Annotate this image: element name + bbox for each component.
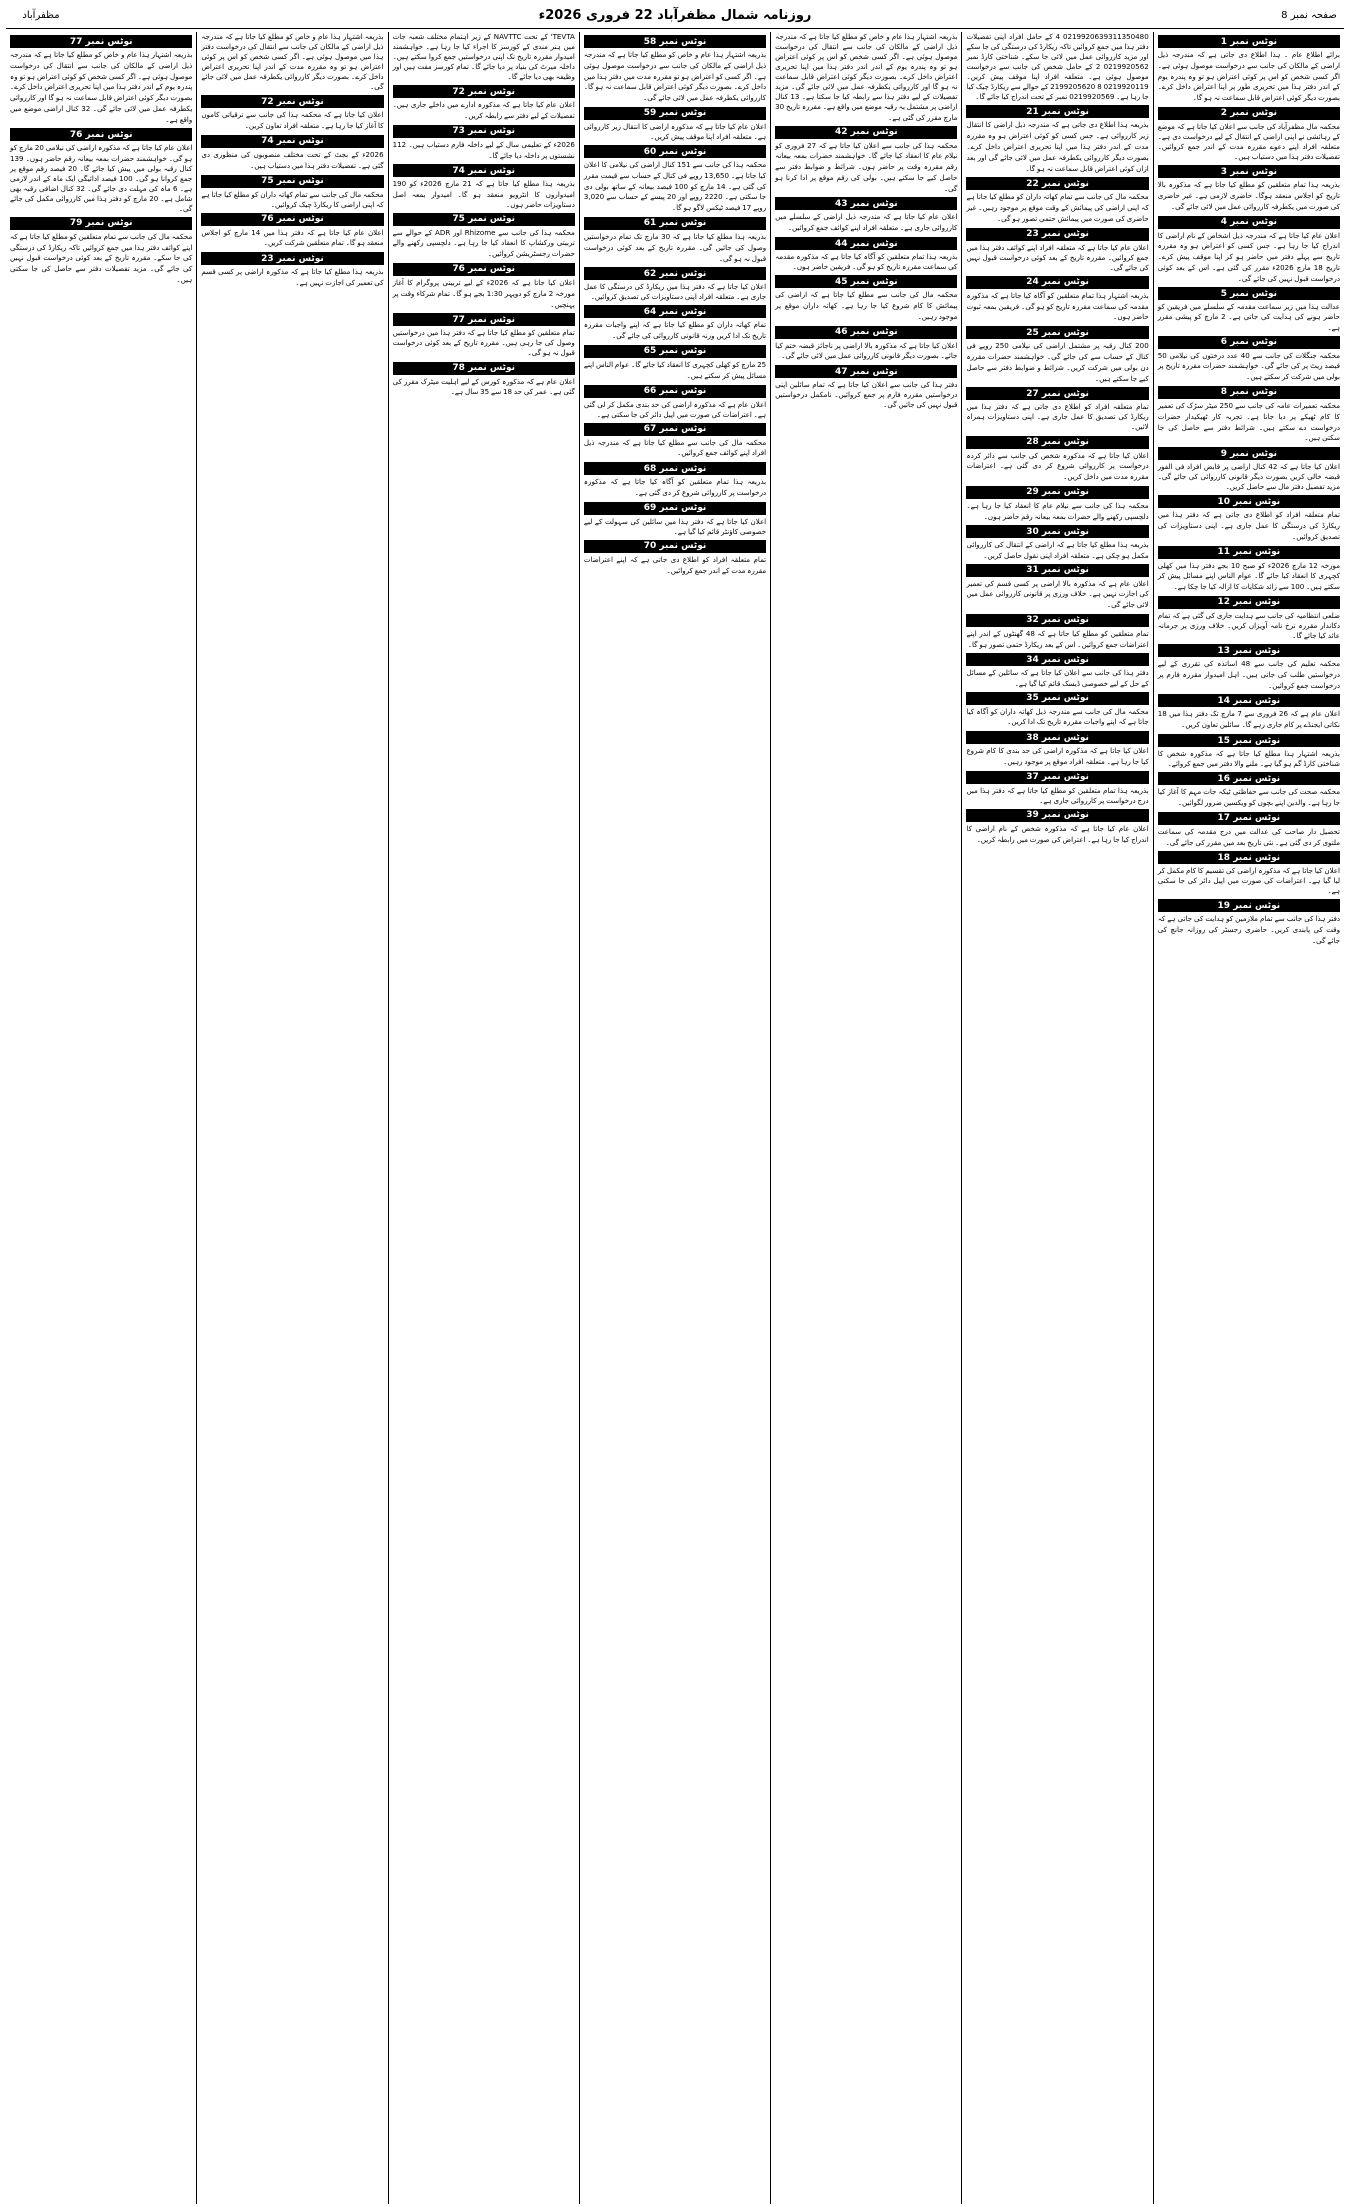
notice-body-text: اعلان عام کیا جاتا ہے کہ مذکورہ شخص کے نام اراضی کا اندراج کیا جا رہا ہے۔ اعتراض کی صورت میں رابطہ کریں۔ [966,823,1149,844]
notice-body-text: بذریعہ اشتہار ہذا عام و خاص کو مطلع کیا جاتا ہے کہ مندرجہ ذیل اراضی کے مالکان کی جانب سے انتقال کی درخواست موصول ہوئی ہے۔ اگر کسی شخص کو کوئی اعتراض ہو تو وہ پندرہ یوم کے اندر دفتر ہذا میں اپنا تحریری اعتراض داخل کرے۔ بصورت دیگر کوئی اعتراض قابل سماعت نہ ہو گا اور کارروائی یکطرفہ عمل میں لائی جائے گی۔ 32 کنال اراضی موضع میں واقع ہے۔ [10,50,193,124]
notice-body-text: اعلان عام کیا جاتا ہے کہ متعلقہ افراد اپنے کوائف دفتر ہذا میں جمع کروائیں۔ مقررہ تاریخ کے بعد کوئی درخواست قبول نہیں کی جائے گی۔ [966,242,1149,272]
notice-heading: نوٹس نمبر 74 [393,164,575,177]
notice-heading: نوٹس نمبر 42 [775,126,957,139]
notice-heading: نوٹس نمبر 45 [775,275,957,288]
notice-body-text: محکمہ تعلیم کی جانب سے 48 اساتذہ کی تقرری کے لیے درخواستیں طلب کی جاتی ہیں۔ اہل امیدوار مقررہ فارم پر درخواست جمع کروائیں۔ [1157,659,1340,690]
notice-heading: نوٹس نمبر 24 [966,276,1148,289]
notice-body-text: تمام متعلقین کو مطلع کیا جاتا ہے کہ دفتر ہذا میں درخواستیں وصول کی جا رہی ہیں۔ مقررہ تاریخ کے بعد کوئی درخواست قبول نہ ہو گی۔ [392,328,575,358]
notice-heading: نوٹس نمبر 3 [1158,165,1340,178]
notice-body-text: محکمہ صحت کی جانب سے حفاظتی ٹیکہ جات مہم کا آغاز کیا جا رہا ہے۔ والدین اپنے بچوں کو ویکسین ضرور لگوائیں۔ [1157,787,1340,807]
newspaper-column [196,32,387,2204]
notice-heading: نوٹس نمبر 5 [1158,287,1340,300]
notice-body-text: اعلان کیا جاتا ہے کہ مذکورہ بالا اراضی پر ناجائز قبضہ ختم کیا جائے۔ بصورت دیگر قانونی کارروائی عمل میں لائی جائے گی۔ [775,340,958,361]
notice-heading: نوٹس نمبر 79 [10,217,192,230]
notice-body-text: اعلان عام کیا جاتا ہے کہ مندرجہ ذیل اشخاص کے نام اراضی کا اندراج کیا جا رہا ہے۔ جس کسی کو اعتراض ہو وہ مقررہ تاریخ سے پہلے دفتر میں حاضر ہو کر اپنا موقف پیش کرے۔ تاریخ 18 مارچ 2026ء مقرر کی گئی ہے۔ اس کے بعد کوئی درخواست قبول نہیں کی جائے گی۔ [1157,230,1340,283]
notice-body-text: اعلان عام ہے کہ 26 فروری سے 7 مارچ تک دفتر ہذا میں 18 نکاتی ایجنڈے پر کام جاری رہے گا۔ سائلین تعاون کریں۔ [1157,709,1341,730]
notice-heading: نوٹس نمبر 27 [966,387,1148,400]
notice-body-text: 2026ء کے بجٹ کے تحت مختلف منصوبوں کی منظوری دی گئی ہے۔ تفصیلات دفتر ہذا میں دستیاب ہیں۔ [201,149,384,170]
notice-body-text: محکمہ ہذا کی جانب سے Rhizome اور ADR کے حوالے سے تربیتی ورکشاپ کا انعقاد کیا جا رہا ہے۔ دلچسپی رکھنے والے حضرات رجسٹریشن کروائیں۔ [392,227,575,259]
masthead-title: روزنامہ شمال مظفرآباد 22 فروری 2026ء [538,7,812,23]
notice-heading: نوٹس نمبر 66 [584,385,766,398]
notice-heading: نوٹس نمبر 69 [584,502,766,515]
notice-body-text: ضلعی انتظامیہ کی جانب سے ہدایت جاری کی گئی ہے کہ تمام دکاندار مقررہ نرخ نامہ آویزاں کریں۔ خلاف ورزی پر جرمانہ عائد کیا جائے گا۔ [1157,610,1340,641]
notice-body-text: بذریعہ ہذا مطلع کیا جاتا ہے کہ اراضی کے انتقال کی کارروائی مکمل ہو چکی ہے۔ متعلقہ افراد اپنی نقول حاصل کریں۔ [966,540,1149,560]
notice-body-text: محکمہ ہذا کی جانب سے نیلام عام کا انعقاد کیا جا رہا ہے۔ دلچسپی رکھنے والے حضرات بمعہ بیعانہ رقم حاضر ہوں۔ [966,500,1149,521]
notice-body-text: بذریعہ ہذا تمام متعلقین کو آگاہ کیا جاتا ہے کہ مذکورہ مقدمہ کی سماعت مقررہ تاریخ کو ہو گی۔ فریقین حاضر ہوں۔ [775,252,958,272]
notice-body-text: محکمہ تعمیرات عامہ کی جانب سے 250 میٹر سڑک کی تعمیر کا کام ٹھیکے پر دیا جانا ہے۔ تجربہ کار ٹھیکیدار حضرات درخواست دے سکتے ہیں۔ شرائط دفتر سے حاصل کی جا سکتی ہیں۔ [1157,400,1340,443]
notice-heading: نوٹس نمبر 72 [393,85,575,98]
notice-body-text: اعلان عام کیا جاتا ہے کہ مذکورہ اراضی کی نیلامی 20 مارچ کو ہو گی۔ خواہشمند حضرات بمعہ بیعانہ رقم حاضر ہوں۔ 139 کنال رقبہ بولی میں پیش کیا جائے گا۔ 20 فیصد رقم موقع پر جمع کروانا ہو گی۔ 100 فیصد ادائیگی ایک ماہ کے اندر لازمی ہے۔ 6 ماہ کی مہلت دی جائے گی۔ 32 کنال اضافی رقبہ بھی شامل ہے۔ 20 مارچ کو دفتر ہذا میں کارروائی مکمل کی جائے گی۔ [10,143,193,213]
notice-heading: نوٹس نمبر 47 [775,365,957,378]
notice-heading: نوٹس نمبر 23 [966,228,1148,241]
newspaper-column [6,32,196,2204]
notice-body-text: تحصیل دار صاحب کی عدالت میں درج مقدمہ کی سماعت ملتوی کر دی گئی ہے۔ نئی تاریخ بعد میں مقرر کی جائے گی۔ [1157,826,1340,847]
notice-body-text: اعلان عام کیا جاتا ہے کہ مذکورہ اراضی کا انتقال زیر کارروائی ہے۔ متعلقہ افراد اپنا موقف پیش کریں۔ [583,121,767,141]
notice-body-text: دفتر ہذا کی جانب سے تمام ملازمین کو ہدایت کی جاتی ہے کہ وقت کی پابندی کریں۔ حاضری رجسٹر کی روزانہ جانچ کی جائے گی۔ [1157,914,1340,946]
notice-heading: نوٹس نمبر 44 [775,237,957,250]
notice-body-text: محکمہ ہذا کی جانب سے 151 کنال اراضی کی نیلامی کا اعلان کیا جاتا ہے۔ 13,650 روپے فی کنال کے حساب سے قیمت مقرر کی گئی ہے۔ 14 مارچ کو 100 فیصد بیعانہ کے ساتھ بولی دی جا سکتی ہے۔ 2220 روپے اور 20 پیسے کے حساب سے 3,020 روپے 17 فیصد ٹیکس لاگو ہو گا۔ [583,160,767,213]
notice-body-text: بذریعہ ہذا اطلاع دی جاتی ہے کہ مندرجہ ذیل اراضی کا انتقال زیر کارروائی ہے۔ جس کسی کو کوئی اعتراض ہو وہ مقررہ مدت کے اندر دفتر ہذا میں اپنا تحریری اعتراض داخل کرے۔ بصورت دیگر کارروائی یکطرفہ عمل میں لائی جائے گی اور بعد ازاں کوئی اعتراض قابل سماعت نہ ہو گا۔ [966,120,1149,173]
notice-heading: نوٹس نمبر 8 [1158,386,1340,399]
notice-heading: نوٹس نمبر 60 [584,145,766,158]
notice-body-text: اعلان عام کیا جاتا ہے کہ دفتر ہذا میں 14 مارچ کو اجلاس منعقد ہو گا۔ تمام متعلقین شرکت کریں۔ [201,227,384,248]
notice-body-text: اعلان کیا جاتا ہے کہ 42 کنال اراضی پر قابض افراد فی الفور قبضہ خالی کریں بصورت دیگر قانونی کارروائی کی جائے گی۔ مزید تفصیل دفتر مال سے حاصل کریں۔ [1157,462,1340,492]
notice-heading: نوٹس نمبر 2 [1158,107,1340,120]
notice-heading: نوٹس نمبر 4 [1158,216,1340,229]
notice-body-text: اعلان کیا جاتا ہے کہ مذکورہ شخص کی جانب سے دائر کردہ درخواست پر کارروائی شروع کر دی گئی ہے۔ اعتراضات مقررہ مدت میں داخل کریں۔ [966,450,1149,482]
notice-heading: نوٹس نمبر 76 [393,263,575,276]
notice-heading: نوٹس نمبر 76 [201,213,383,226]
notice-body-text: تمام متعلقہ افراد کو اطلاع دی جاتی ہے کہ دفتر ہذا میں ریکارڈ کی درستگی کا عمل جاری ہے۔ اپنی دستاویزات کی تصدیق کروائیں۔ [1157,510,1340,541]
notice-heading: نوٹس نمبر 76 [10,128,192,141]
masthead-page-number: صفحہ نمبر 8 [1281,9,1337,21]
notice-body-text: اعلان کیا جاتا ہے کہ مذکورہ اراضی کی تقسیم کا کام مکمل کر لیا گیا ہے۔ اعتراضات کی صورت میں اپیل دائر کی جا سکتی ہے۔ [1157,866,1340,896]
notice-heading: نوٹس نمبر 70 [584,540,766,553]
notice-heading: نوٹس نمبر 78 [393,362,575,375]
masthead [6,4,1344,29]
notice-body-text: اعلان کیا جاتا ہے کہ مذکورہ اراضی کی حد بندی کا کام شروع کیا جا رہا ہے۔ متعلقہ افراد موقع پر موجود رہیں۔ [966,746,1149,766]
notice-body-text: 0219920639311350480 4 کے حامل افراد اپنی تفصیلات دفتر ہذا میں جمع کروائیں تاکہ ریکارڈ کی درستگی کی جا سکے اور مزید کارروائی عمل میں لائی جا سکے۔ شناختی کارڈ نمبر 0219920562 2 کے حامل شخص کی جانب سے درخواست موصول ہوئی ہے۔ متعلقہ افراد اپنا موقف پیش کریں۔ 0219920119 8 2199205620 کے حوالے سے ریکارڈ چیک کیا جا رہا ہے۔ 0219920569 نمبر کے تحت اندراج کیا جائے گا۔ [966,32,1149,102]
notice-heading: نوٹس نمبر 9 [1158,447,1340,460]
notice-heading: نوٹس نمبر 68 [584,462,766,475]
notice-heading: نوٹس نمبر 13 [1158,644,1340,657]
notice-body-text: بذریعہ ہذا مطلع کیا جاتا ہے کہ 30 مارچ تک تمام درخواستیں وصول کی جائیں گی۔ مقررہ تاریخ کے بعد کوئی درخواست قبول نہ ہو گی۔ [583,231,767,263]
masthead-edition: مظفرآباد [22,9,60,21]
notice-body-text: محکمہ مال کی جانب سے تمام کھاتہ داران کو مطلع کیا جاتا ہے کہ اپنی اراضی کا ریکارڈ چیک کروائیں۔ [201,189,384,209]
notice-body-text: اعلان کیا جاتا ہے کہ دفتر ہذا میں ریکارڈ کی درستگی کا عمل جاری ہے۔ متعلقہ افراد اپنی دستاویزات کی تصدیق کروائیں۔ [583,282,767,302]
notice-body-text: بذریعہ اشتہار ہذا عام و خاص کو مطلع کیا جاتا ہے کہ مندرجہ ذیل اراضی کے مالکان کی جانب سے درخواست موصول ہوئی ہے۔ اگر کسی کو اعتراض ہو تو مقررہ مدت میں دفتر ہذا میں داخل کرے۔ بصورت دیگر کوئی اعتراض قابل سماعت نہ ہو گا۔ کارروائی یکطرفہ عمل میں لائی جائے گی۔ [583,50,767,103]
notice-body-text: اعلان عام کیا جاتا ہے کہ مندرجہ ذیل اراضی کے سلسلے میں کارروائی جاری ہے۔ متعلقہ افراد اپنے کوائف جمع کروائیں۔ [775,212,958,233]
notice-heading: نوٹس نمبر 65 [584,345,766,358]
notice-body-text: 2026ء کے تعلیمی سال کے لیے داخلہ فارم دستیاب ہیں۔ 112 نشستوں پر داخلہ دیا جائے گا۔ [392,139,575,160]
notice-heading: نوٹس نمبر 23 [201,252,383,265]
column-container [6,32,1344,2204]
notice-body-text: بذریعہ ہذا تمام متعلقین کو مطلع کیا جاتا ہے کہ دفتر ہذا میں درج درخواست پر کارروائی جاری ہے۔ [966,785,1149,805]
notice-heading: نوٹس نمبر 21 [966,105,1148,118]
notice-body-text: محکمہ مال مظفرآباد کی جانب سے اعلان کیا جاتا ہے کہ موضع کے رہائشی نے اپنی اراضی کے انتقال کے لیے درخواست دی ہے۔ متعلقہ افراد اپنے دعوے مقررہ مدت کے اندر جمع کروائیں۔ تفصیلات دفتر ہذا میں دستیاب ہیں۔ [1157,121,1340,162]
notice-body-text: اعلان کیا جاتا ہے کہ 2026ء کے لیے تربیتی پروگرام کا آغاز مورخہ 2 مارچ کو دوپہر 1:30 بجے ہو گا۔ تمام شرکاء وقت پر پہنچیں۔ [392,277,575,309]
notice-heading: نوٹس نمبر 62 [584,267,766,280]
notice-heading: نوٹس نمبر 43 [775,197,957,210]
notice-heading: نوٹس نمبر 37 [966,771,1148,784]
notice-body-text: دفتر ہذا کی جانب سے اعلان کیا جاتا ہے کہ تمام سائلین اپنی درخواستیں مقررہ فارم پر جمع کروائیں۔ نامکمل درخواستیں قبول نہیں کی جائیں گی۔ [775,380,958,410]
notice-heading: نوٹس نمبر 58 [584,35,766,48]
notice-body-text: بذریعہ ہذا مطلع کیا جاتا ہے کہ مذکورہ اراضی پر کسی قسم کی تعمیر کی اجازت نہیں ہے۔ [201,267,384,287]
notice-heading: نوٹس نمبر 59 [584,107,766,120]
notice-body-text: محکمہ مال کی جانب سے مطلع کیا جاتا ہے کہ مندرجہ ذیل افراد اپنے کوائف جمع کروائیں۔ [583,437,767,458]
notice-body-text: بذریعہ اشتہار ہذا تمام متعلقین کو آگاہ کیا جاتا ہے کہ مذکورہ مقدمہ کی سماعت مقررہ تاریخ کو ہو گی۔ فریقین بمعہ ثبوت حاضر ہوں۔ [966,290,1149,322]
notice-body-text: بذریعہ اشتہار ہذا عام و خاص کو مطلع کیا جاتا ہے کہ مندرجہ ذیل اراضی کے مالکان کی جانب سے انتقال کی درخواست دفتر ہذا میں موصول ہوئی ہے۔ اگر کسی شخص کو اس پر کوئی اعتراض ہو تو وہ مقررہ مدت کے اندر اپنا تحریری اعتراض داخل کرے۔ بصورت دیگر کارروائی یکطرفہ عمل میں لائی جائے گی۔ [201,32,384,92]
notice-body-text: بذریعہ ہذا مطلع کیا جاتا ہے کہ 21 مارچ 2026ء کو 190 امیدواروں کا انٹرویو منعقد ہو گا۔ امیدوار بمعہ اصل دستاویزات حاضر ہوں۔ [392,179,575,209]
notice-heading: نوٹس نمبر 12 [1158,596,1340,609]
notice-heading: نوٹس نمبر 72 [201,95,383,108]
notice-heading: نوٹس نمبر 34 [966,653,1148,666]
notice-body-text: محکمہ مال کی جانب سے مندرجہ ذیل کھاتہ داران کو آگاہ کیا جاتا ہے کہ اپنے واجبات مقررہ تاریخ تک ادا کریں۔ [966,706,1149,727]
notice-body-text: تمام متعلقہ افراد کو اطلاع دی جاتی ہے کہ اپنے اعتراضات مقررہ مدت کے اندر جمع کروائیں۔ [583,554,767,575]
notice-heading: نوٹس نمبر 77 [393,313,575,326]
notice-body-text: محکمہ جنگلات کی جانب سے 40 عدد درختوں کی نیلامی 50 فیصد ریٹ پر کی جائے گی۔ خواہشمند حضرات مقررہ تاریخ پر بولی میں شرکت کر سکتے ہیں۔ [1157,350,1340,382]
notice-body-text: محکمہ مال کی جانب سے تمام کھاتہ داران کو مطلع کیا جاتا ہے کہ اپنی اراضی کی پیمائش کے وقت موقع پر موجود رہیں۔ غیر حاضری کی صورت میں پیمائش حتمی تصور ہو گی۔ [966,192,1149,223]
notice-body-text: محکمہ مال کی جانب سے تمام متعلقین کو مطلع کیا جاتا ہے کہ اپنے کوائف دفتر ہذا میں جمع کروائیں تاکہ ریکارڈ کی درستگی کی جا سکے۔ مقررہ تاریخ کے بعد کوئی درخواست قبول نہیں کی جائے گی۔ مزید تفصیلات دفتر سے حاصل کی جا سکتی ہیں۔ [10,231,193,285]
notice-heading: نوٹس نمبر 16 [1158,772,1340,785]
notice-heading: نوٹس نمبر 30 [966,525,1148,538]
notice-heading: نوٹس نمبر 28 [966,436,1148,449]
newspaper-column [770,32,961,2204]
notice-body-text: اعلان عام ہے کہ مذکورہ اراضی کی حد بندی مکمل کر لی گئی ہے۔ اعتراضات کی صورت میں اپیل دائر کی جا سکتی ہے۔ [583,399,767,419]
notice-body-text: TEVTA' کے تحت NAVTTC کے زیر اہتمام مختلف شعبہ جات میں ہنر مندی کے کورسز کا اجراء کیا جا رہا ہے۔ خواہشمند امیدوار مقررہ تاریخ تک اپنی درخواستیں جمع کروا سکتے ہیں۔ داخلہ میرٹ کی بنیاد پر دیا جائے گا۔ تمام کورسز مفت ہیں اور وظیفہ بھی دیا جائے گا۔ [392,32,575,82]
notice-body-text: اعلان عام ہے کہ مذکورہ بالا اراضی پر کسی قسم کی تعمیر کی اجازت نہیں ہے۔ خلاف ورزی پر قانونی کارروائی عمل میں لائی جائے گی۔ [966,578,1149,610]
notice-heading: نوٹس نمبر 67 [584,423,766,436]
notice-heading: نوٹس نمبر 31 [966,564,1148,577]
newspaper-column [961,32,1152,2204]
notice-heading: نوٹس نمبر 19 [1158,899,1340,912]
notice-body-text: بذریعہ اشتہار ہذا عام و خاص کو مطلع کیا جاتا ہے کہ مندرجہ ذیل اراضی کے مالکان کی جانب سے انتقال کی درخواست موصول ہوئی ہے۔ اگر کسی شخص کو اس پر کوئی اعتراض ہو تو وہ پندرہ یوم کے اندر اندر دفتر ہذا میں اپنا تحریری اعتراض داخل کرے۔ بصورت دیگر کوئی اعتراض قابل سماعت نہ ہو گا اور کارروائی یکطرفہ عمل میں لائی جائے گی۔ مزید تفصیلات کے لیے دفتر ہذا سے رابطہ کیا جا سکتا ہے۔ 13 کنال اراضی پر مشتمل یہ رقبہ موضع میں واقع ہے۔ مقررہ تاریخ 30 مارچ مقرر کی گئی ہے۔ [775,32,958,122]
notice-heading: نوٹس نمبر 61 [584,217,766,230]
notice-body-text: بذریعہ ہذا تمام متعلقین کو مطلع کیا جاتا ہے کہ مذکورہ بالا تاریخ کو اجلاس منعقد ہوگا۔ حاضری لازمی ہے۔ غیر حاضری کی صورت میں یکطرفہ کارروائی عمل میں لائی جائے گی۔ [1157,180,1340,211]
notice-heading: نوٹس نمبر 77 [10,35,192,48]
notice-heading: نوٹس نمبر 25 [966,326,1148,339]
notice-heading: نوٹس نمبر 17 [1158,812,1340,825]
notice-heading: نوٹس نمبر 39 [966,809,1148,822]
notice-body-text: 25 مارچ کو کھلی کچہری کا انعقاد کیا جائے گا۔ عوام الناس اپنے مسائل پیش کر سکتے ہیں۔ [583,359,767,380]
notice-body-text: تمام متعلقہ افراد کو اطلاع دی جاتی ہے کہ دفتر ہذا میں ریکارڈ کی تصدیق کا عمل جاری ہے۔ اپنی دستاویزات ہمراہ لائیں۔ [966,402,1149,432]
notice-heading: نوٹس نمبر 15 [1158,734,1340,747]
notice-heading: نوٹس نمبر 1 [1158,35,1340,48]
notice-heading: نوٹس نمبر 22 [966,177,1148,190]
notice-heading: نوٹس نمبر 75 [393,213,575,226]
newspaper-column [1153,32,1344,2204]
notice-body-text: عدالت ہذا میں زیر سماعت مقدمہ کے سلسلے میں فریقین کو حاضر ہونے کی ہدایت کی جاتی ہے۔ 2 مارچ کو پیشی مقرر ہے۔ [1157,302,1340,332]
notice-heading: نوٹس نمبر 46 [775,326,957,339]
notice-heading: نوٹس نمبر 35 [966,692,1148,705]
newspaper-column [579,32,770,2204]
notice-body-text: بذریعہ اشتہار ہذا مطلع کیا جاتا ہے کہ مذکورہ شخص کا شناختی کارڈ گم ہو گیا ہے۔ ملنے والا دفتر میں جمع کروائے۔ [1157,749,1340,769]
notice-heading: نوٹس نمبر 18 [1158,851,1340,864]
notice-body-text: 200 کنال رقبہ پر مشتمل اراضی کی نیلامی 250 روپے فی کنال کے حساب سے کی جائے گی۔ خواہشمند حضرات مقررہ دن بولی میں شرکت کریں۔ شرائط و ضوابط دفتر سے حاصل کیے جا سکتے ہیں۔ [966,341,1149,383]
notice-heading: نوٹس نمبر 75 [201,175,383,188]
notice-body-text: تمام متعلقین کو مطلع کیا جاتا ہے کہ 48 گھنٹوں کے اندر اپنے اعتراضات جمع کروائیں۔ اس کے بعد ریکارڈ حتمی تصور ہو گا۔ [966,628,1149,649]
notice-body-text: محکمہ ہذا کی جانب سے اعلان کیا جاتا ہے کہ 27 فروری کو نیلام عام کا انعقاد کیا جائے گا۔ خواہشمند حضرات بمعہ بیعانہ رقم مقررہ وقت پر حاضر ہوں۔ شرائط و ضوابط دفتر سے حاصل کیے جا سکتے ہیں۔ بولی کی رقم موقع پر ادا کرنا ہو گی۔ [775,140,958,193]
notice-heading: نوٹس نمبر 11 [1158,546,1340,559]
notice-body-text: اعلان عام ہے کہ مذکورہ کورس کے لیے اہلیت میٹرک مقرر کی گئی ہے۔ عمر کی حد 18 سے 35 سال ہے۔ [392,376,575,397]
notice-body-text: بذریعہ ہذا تمام متعلقین کو آگاہ کیا جاتا ہے کہ مذکورہ درخواست پر کارروائی شروع کر دی گئی ہے۔ [583,477,767,497]
notice-body-text: اعلان کیا جاتا ہے کہ محکمہ ہذا کی جانب سے ترقیاتی کاموں کا آغاز کیا جا رہا ہے۔ متعلقہ افراد تعاون کریں۔ [201,110,384,131]
notice-heading: نوٹس نمبر 32 [966,614,1148,627]
notice-body-text: برائے اطلاع عام ۔ ہذا اطلاع دی جاتی ہے کہ مندرجہ ذیل اراضی کے مالکان کی جانب سے درخواست موصول ہوئی ہے۔ اگر کسی شخص کو اس پر کوئی اعتراض ہو تو وہ پندرہ یوم کے اندر دفتر ہذا میں تحریری طور پر اپنا اعتراض داخل کرے۔ بصورت دیگر کوئی اعتراض قابل سماعت نہ ہو گا۔ [1157,50,1340,103]
notice-body-text: اعلان کیا جاتا ہے کہ دفتر ہذا میں سائلین کی سہولت کے لیے خصوصی کاؤنٹر قائم کیا گیا ہے۔ [583,516,767,536]
notice-body-text: مورخہ 12 مارچ 2026ء کو صبح 10 بجے دفتر ہذا میں کھلی کچہری کا انعقاد کیا جائے گا۔ عوام الناس اپنے مسائل پیش کر سکتے ہیں۔ 100 سے زائد شکایات کا ازالہ کیا جا چکا ہے۔ [1157,560,1340,592]
notice-heading: نوٹس نمبر 73 [393,125,575,138]
notice-heading: نوٹس نمبر 14 [1158,694,1340,707]
notice-heading: نوٹس نمبر 38 [966,731,1148,744]
notice-heading: نوٹس نمبر 6 [1158,336,1340,349]
notice-body-text: تمام کھاتہ داران کو مطلع کیا جاتا ہے کہ اپنے واجبات مقررہ تاریخ تک ادا کریں ورنہ قانونی کارروائی کی جائے گی۔ [583,320,767,341]
notice-heading: نوٹس نمبر 64 [584,305,766,318]
notice-heading: نوٹس نمبر 74 [201,135,383,148]
notice-heading: نوٹس نمبر 10 [1158,495,1340,508]
notice-body-text: محکمہ مال کی جانب سے مطلع کیا جاتا ہے کہ اراضی کی پیمائش کا کام شروع کیا جا رہا ہے۔ کھاتہ داران موقع پر موجود رہیں۔ [775,290,958,321]
notice-heading: نوٹس نمبر 29 [966,486,1148,499]
notice-body-text: اعلان عام کیا جاتا ہے کہ مذکورہ ادارے میں داخلے جاری ہیں۔ تفصیلات کے لیے دفتر سے رابطہ کریں۔ [392,100,575,121]
notice-body-text: دفتر ہذا کی جانب سے اعلان کیا جاتا ہے کہ سائلین کے مسائل کے حل کے لیے خصوصی ڈیسک قائم کیا گیا ہے۔ [966,668,1149,688]
newspaper-column [388,32,579,2204]
